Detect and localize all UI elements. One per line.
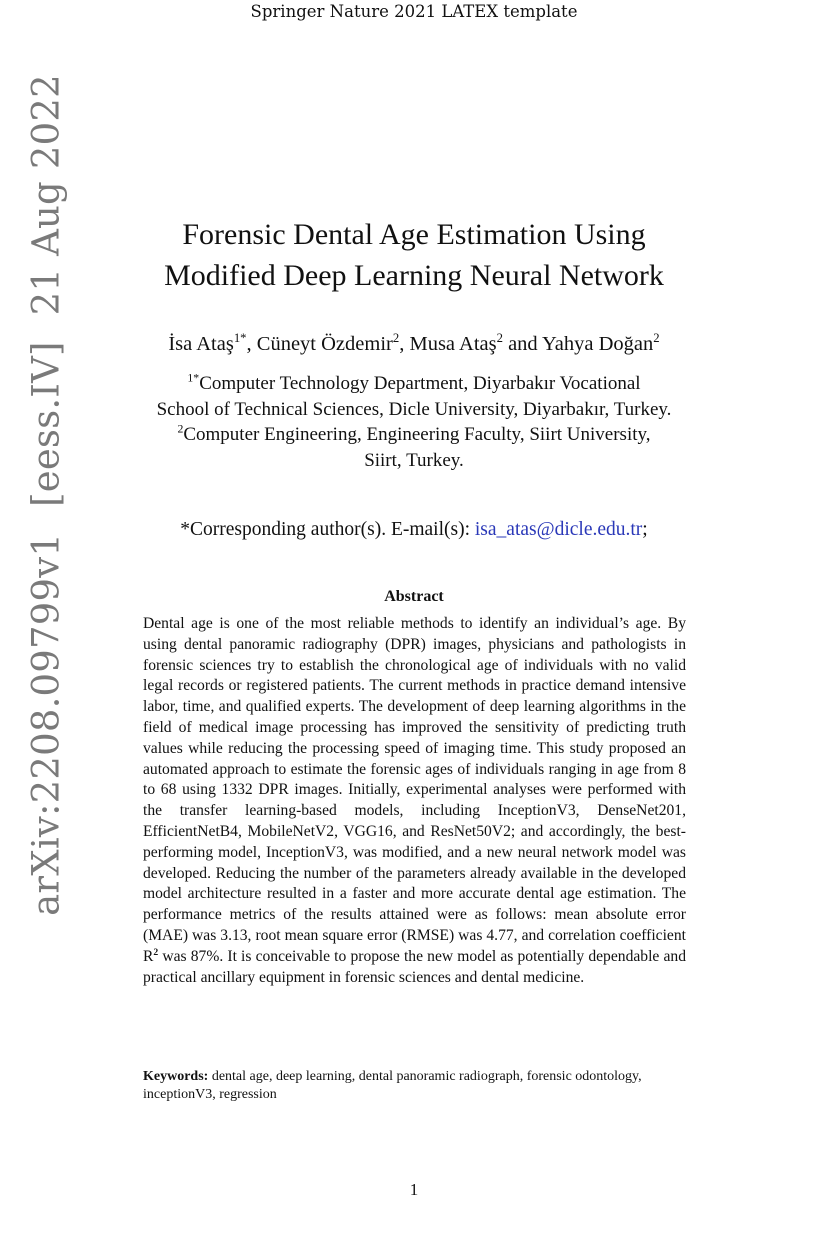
- author-name: Cüneyt Özdemir: [256, 333, 393, 355]
- keywords-text: dental age, deep learning, dental panoramic radiograph, forensic odontology, inceptionV3, regression: [143, 1069, 642, 1102]
- abstract-superscript: 2: [153, 946, 159, 958]
- author-affil-mark: 2: [392, 331, 400, 346]
- title-line-2: Modified Deep Learning Neural Network: [164, 259, 664, 292]
- author-separator: ,: [399, 333, 410, 355]
- abstract-text: Dental age is one of the most reliable methods to identify an individual’s age. By using dental panoramic radiography (DPR) images, physicians and pathologists in forensic sciences try to establish the chronological age of individuals with no valid legal records or registered patients. The current methods in practice demand intensive labor, time, and qualified experts. The development of deep learning algorithms in the field of medical image processing has improved the sensitivity of predicting truth values while reducing the processing speed of imaging time. This study proposed an automated approach to estimate the forensic ages of individuals ranging in age from 8 to 68 using 1332 DPR images. Initially, experimental analyses were performed with the transfer learning-based models, including InceptionV3, DenseNet201, EfficientNetB4, MobileNetV2, VGG16, and ResNet50V2; and accordingly, the best-performing model, InceptionV3, was modified, and a new neural network model was developed. Reducing the number of the parameters already available in the developed model architecture resulted in a faster and more accurate dental age estimation. The performance metrics of the results attained were as follows: mean absolute error (MAE) was 3.13, root mean square error (RMSE) was 4.77, and correlation coefficient R: [143, 615, 686, 965]
- author-name: İsa Ataş: [168, 333, 234, 355]
- author-list: [100, 333, 728, 356]
- abstract-body: [143, 614, 686, 988]
- corresponding-tail: ;: [642, 519, 648, 540]
- author-name: Yahya Doğan: [542, 333, 654, 355]
- title-line-1: Forensic Dental Age Estimation Using: [182, 218, 646, 251]
- arxiv-date: 21 Aug 2022: [24, 74, 68, 316]
- arxiv-sidebar-stamp: [25, 74, 68, 916]
- author-affil-mark: 1*: [233, 331, 247, 346]
- arxiv-id: arXiv:2208.09799v1: [24, 532, 68, 916]
- arxiv-category: [eess.IV]: [24, 341, 68, 507]
- abstract-heading: Abstract: [384, 588, 444, 605]
- author-name: Musa Ataş: [409, 333, 497, 355]
- keywords-label: Keywords:: [143, 1069, 209, 1084]
- author-separator: ,: [246, 333, 257, 355]
- author-affil-mark: 2: [653, 331, 660, 346]
- corresponding-label: *Corresponding author(s). E-mail(s):: [180, 519, 475, 540]
- paper-title: [100, 214, 728, 296]
- affiliation-text: Computer Technology Department, Diyarbakır Vocational: [199, 373, 641, 394]
- affiliation-text: Computer Engineering, Engineering Faculty, Siirt University,: [183, 424, 651, 445]
- keywords: [143, 1068, 686, 1104]
- affiliation-2-line-2: Siirt, Turkey.: [364, 449, 464, 471]
- affiliation-mark: 1*: [187, 371, 200, 385]
- author-affil-mark: 2: [496, 331, 503, 346]
- page-number: 1: [409, 1180, 419, 1199]
- affiliation-2-line-1: [100, 422, 728, 448]
- affiliation-1-line-1: [100, 371, 728, 397]
- email-link[interactable]: isa_atas@dicle.edu.tr: [474, 519, 643, 540]
- affiliation-mark: 2: [177, 422, 184, 436]
- abstract-text-cont: was 87%. It is conceivable to propose the new model as potentially dependable and practical ancillary equipment in forensic sciences and dental medicine.: [143, 947, 686, 986]
- corresponding-author: [100, 519, 728, 541]
- author-separator: and: [502, 333, 543, 355]
- affiliations: [100, 371, 728, 473]
- affiliation-1-line-2: School of Technical Sciences, Dicle University, Diyarbakır, Turkey.: [156, 398, 672, 420]
- running-header: Springer Nature 2021 LATEX template: [250, 2, 578, 21]
